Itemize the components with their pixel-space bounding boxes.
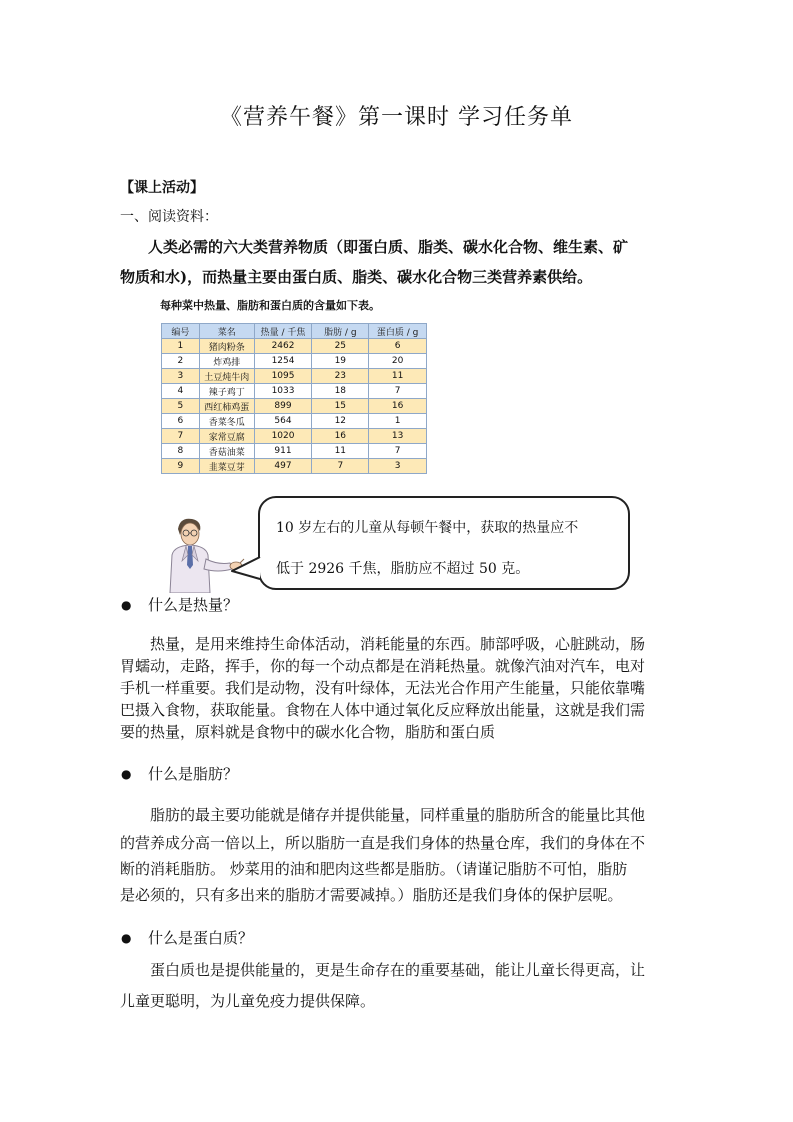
cell: 香菇油菜	[199, 444, 254, 459]
q1-line-1: 热量，是用来维持生命体活动，消耗能量的东西。肺部呼吸，心脏跳动，肠	[150, 635, 646, 653]
cell: 18	[312, 384, 369, 399]
cell: 猪肉粉条	[199, 339, 254, 354]
cell: 11	[369, 369, 427, 384]
q3-line-1: 蛋白质也是提供能量的，更是生命存在的重要基础，能让儿童长得更高，让	[150, 961, 646, 979]
cell: 3	[162, 369, 200, 384]
reading-para-line2: 物质和水)，而热量主要由蛋白质、脂类、碳水化合物三类营养素供给。	[120, 268, 593, 286]
table-row	[162, 459, 427, 474]
q3-question: 什么是蛋白质？	[148, 929, 254, 947]
cell: 1254	[254, 354, 312, 369]
speech-bubble-tail	[230, 555, 262, 585]
table-row	[162, 414, 427, 429]
table-row	[162, 444, 427, 459]
cell: 20	[369, 354, 427, 369]
cell: 土豆炖牛肉	[199, 369, 254, 384]
cell: 1033	[254, 384, 312, 399]
table-row	[162, 339, 427, 354]
q3-line-2: 儿童更聪明，为儿童免疫力提供保障。	[120, 992, 376, 1010]
table-row	[162, 354, 427, 369]
cell: 2462	[254, 339, 312, 354]
cell: 15	[312, 399, 369, 414]
q1-line-5: 要的热量，原料就是食物中的碳水化合物，脂肪和蛋白质	[120, 723, 496, 741]
bubble-line1: 10 岁左右的儿童从每顿午餐中，获取的热量应不	[276, 520, 579, 536]
th-heat: 热量 / 千焦	[254, 324, 312, 339]
page-title: 《营养午餐》第一课时 学习任务单	[220, 105, 573, 130]
cell: 899	[254, 399, 312, 414]
table-row	[162, 399, 427, 414]
th-fat: 脂肪 / g	[312, 324, 369, 339]
q1-question: 什么是热量？	[148, 596, 239, 614]
cell: 西红柿鸡蛋	[199, 399, 254, 414]
q2-line-3: 断的消耗脂肪。 炒菜用的油和肥肉这些都是脂肪。（请谨记脂肪不可怕，脂肪	[120, 860, 628, 878]
cell: 4	[162, 384, 200, 399]
q2-line-2: 的营养成分高一倍以上，所以脂肪一直是我们身体的热量仓库，我们的身体在不	[120, 834, 646, 852]
cell: 16	[369, 399, 427, 414]
th-dish: 菜名	[199, 324, 254, 339]
q1-line-2: 胃蠕动，走路，挥手，你的每一个动点都是在消耗热量。就像汽油对汽车，电对	[120, 657, 646, 675]
cell: 7	[369, 444, 427, 459]
table-row	[162, 369, 427, 384]
table-row	[162, 384, 427, 399]
cell: 6	[162, 414, 200, 429]
table-row	[162, 429, 427, 444]
cell: 564	[254, 414, 312, 429]
cell: 7	[162, 429, 200, 444]
cell: 5	[162, 399, 200, 414]
cell: 19	[312, 354, 369, 369]
cell: 1095	[254, 369, 312, 384]
cell: 1	[369, 414, 427, 429]
q2-line-1: 脂肪的最主要功能就是储存并提供能量，同样重量的脂肪所含的能量比其他	[150, 806, 646, 824]
cell: 辣子鸡丁	[199, 384, 254, 399]
cell: 497	[254, 459, 312, 474]
bubble-line2: 低于 2926 千焦，脂肪应不超过 50 克。	[276, 561, 530, 577]
th-protein: 蛋白质 / g	[369, 324, 427, 339]
cell: 3	[369, 459, 427, 474]
cell: 7	[312, 459, 369, 474]
cell: 7	[369, 384, 427, 399]
cell: 11	[312, 444, 369, 459]
cell: 23	[312, 369, 369, 384]
th-id: 编号	[162, 324, 200, 339]
cell: 6	[369, 339, 427, 354]
bullet-icon: ●	[121, 598, 132, 612]
bullet-icon: ●	[121, 931, 132, 945]
section-label: 【课上活动】	[120, 180, 204, 196]
q1-line-4: 巴摄入食物，获取能量。食物在人体中通过氧化反应释放出能量，这就是我们需	[120, 701, 646, 719]
reading-heading: 一、阅读资料：	[120, 209, 218, 225]
cell: 韭菜豆芽	[199, 459, 254, 474]
nutrition-table	[161, 323, 427, 474]
cell: 炸鸡排	[199, 354, 254, 369]
cell: 911	[254, 444, 312, 459]
table-header-row	[162, 324, 427, 339]
reading-para-line1: 人类必需的六大类营养物质（即蛋白质、脂类、碳水化合物、维生素、矿	[148, 238, 629, 256]
table-caption: 每种菜中热量、脂肪和蛋白质的含量如下表。	[160, 299, 380, 312]
cell: 香菜冬瓜	[199, 414, 254, 429]
cell: 家常豆腐	[199, 429, 254, 444]
q2-question: 什么是脂肪？	[148, 765, 239, 783]
cell: 25	[312, 339, 369, 354]
q2-line-4: 是必须的，只有多出来的脂肪才需要减掉。）脂肪还是我们身体的保护层呢。	[120, 886, 623, 904]
cell: 1020	[254, 429, 312, 444]
cell: 9	[162, 459, 200, 474]
cell: 1	[162, 339, 200, 354]
cell: 8	[162, 444, 200, 459]
cell: 12	[312, 414, 369, 429]
cell: 2	[162, 354, 200, 369]
cell: 13	[369, 429, 427, 444]
cell: 16	[312, 429, 369, 444]
bullet-icon: ●	[121, 767, 132, 781]
q1-line-3: 手机一样重要。我们是动物，没有叶绿体，无法光合作用产生能量，只能依靠嘴	[120, 679, 646, 697]
